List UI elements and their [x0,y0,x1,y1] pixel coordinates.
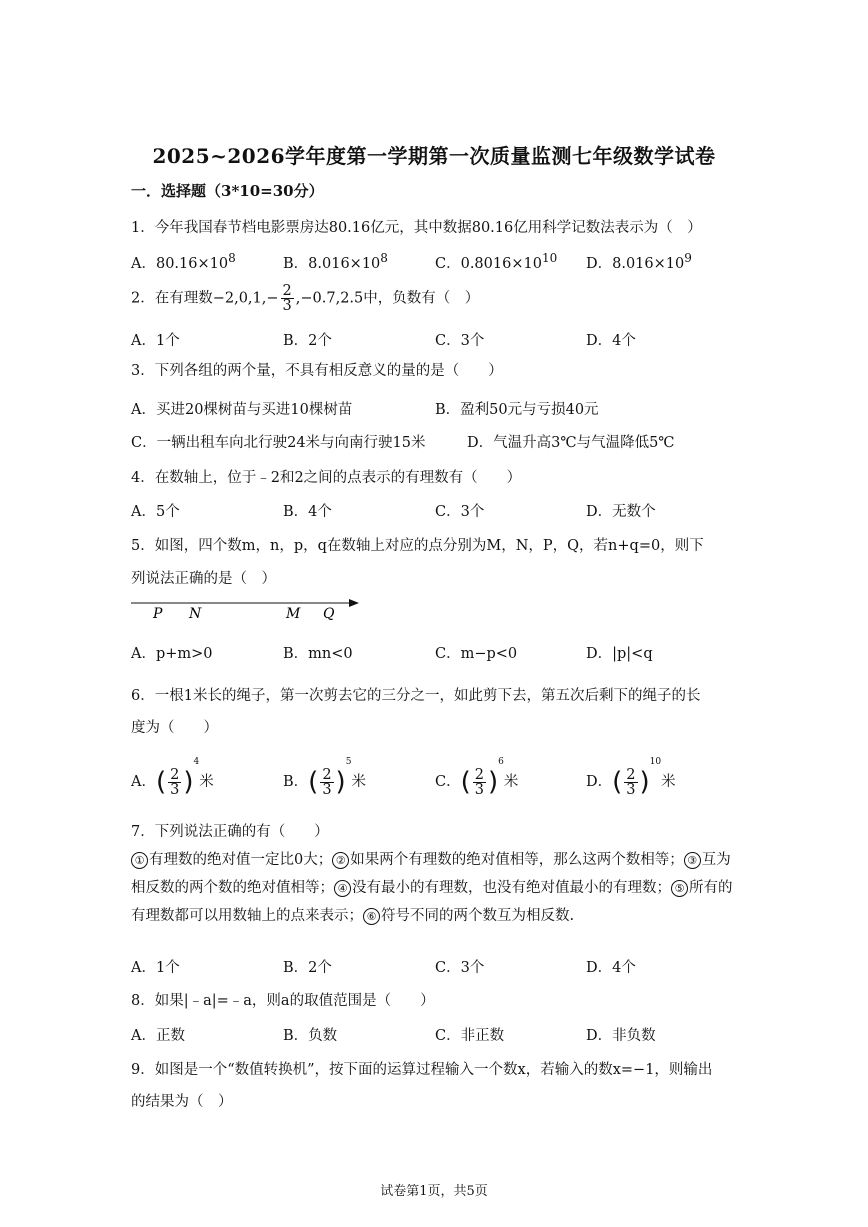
number-line-figure [131,596,371,622]
fraction: $\frac{2}{3}$ [282,283,292,314]
option-d[interactable]: D．( $\frac{2}{3}$ )$^{10}$米 [586,757,676,798]
option-b[interactable]: B．盈利50元与亏损40元 [435,402,599,418]
question-6-options [131,757,751,797]
page-footer: 试卷第1页，共5页 [380,1184,488,1199]
section-heading: 一．选择题（3*10=30分） [131,182,324,200]
option-b[interactable]: B．负数 [283,1028,338,1044]
question-3-options-row1 [131,398,751,422]
option-a[interactable]: A．5个 [131,504,180,520]
option-a[interactable]: A．正数 [131,1028,185,1044]
option-d[interactable]: D．无数个 [586,504,656,520]
option-a[interactable]: A．( $\frac{2}{3}$ )$^4$米 [131,757,214,798]
option-d[interactable]: D．非负数 [586,1028,656,1044]
question-7-statements: ① 有理数的绝对值一定比0大； ② 如果两个有理数的绝对值相等，那么这两个数相等； ③ 互为相反数的两个数的绝对值相等； ④ 没有最小的有理数，也没有绝对值最小的有理数； ⑤ 所有的有理数都可以用数轴上的点来表示； ⑥ 符号不同的两个数互为相反数. [131,852,733,924]
question-4-options [131,500,751,524]
question-9-stem-line1: 9．如图是一个“数值转换机”，按下面的运算过程输入一个数x，若输入的数x=−1，则输出 [131,1062,713,1078]
question-9-stem-line2: 的结果为（ ） [131,1094,233,1110]
question-1-stem: 1．今年我国春节档电影票房达80.16亿元，其中数据80.16亿用科学记数法表示为（ ） [131,220,702,236]
option-c[interactable]: C．$0.8016\times 10^{10}$ [435,251,558,272]
option-c[interactable]: C．3个 [435,504,485,520]
question-2-options [131,329,751,353]
option-c[interactable]: C．一辆出租车向北行驶24米与向南行驶15米 [131,435,426,451]
option-a[interactable]: A．p+m>0 [131,646,213,662]
option-c[interactable]: C．( $\frac{2}{3}$ )$^6$米 [435,757,519,798]
page-title: 2025~2026学年度第一学期第一次质量监测七年级数学试卷 [152,144,716,168]
option-a[interactable]: A．$80.16\times 10^8$ [131,251,236,272]
option-d[interactable]: D．4个 [586,333,636,349]
question-8-stem: 8．如果|﹣a|=﹣a，则a的取值范围是（ ） [131,993,435,1009]
option-d[interactable]: D．4个 [586,960,636,976]
option-b[interactable]: B．( $\frac{2}{3}$ )$^5$米 [283,757,366,798]
point-m-label: M [286,606,301,622]
option-c[interactable]: C．m−p<0 [435,646,518,662]
option-b[interactable]: B．$8.016\times 10^8$ [283,251,388,272]
question-2-stem: 2．在有理数−2,0,1,− $\frac{2}{3}$ ,−0.7,2.5中，负数有（ ） [131,283,480,314]
option-d[interactable]: D．气温升高3℃与气温降低5℃ [467,435,675,451]
question-5-stem-line2: 列说法正确的是（ ） [131,571,276,587]
point-q-label: Q [323,606,335,622]
option-d[interactable]: D．|p|<q [586,646,653,662]
option-b[interactable]: B．4个 [283,504,332,520]
question-6-stem-line2: 度为（ ） [131,720,218,736]
option-b[interactable]: B．2个 [283,960,332,976]
question-3-stem: 3．下列各组的两个量，不具有相反意义的量的是（ ） [131,363,503,379]
point-p-label: P [153,606,163,622]
option-d[interactable]: D．$8.016\times 10^9$ [586,251,692,272]
question-7-stem: 7．下列说法正确的有（ ） [131,824,329,840]
question-5-stem-line1: 5．如图，四个数m，n，p，q在数轴上对应的点分别为M，N，P，Q，若n+q=0，则下 [131,538,704,554]
option-c[interactable]: C．非正数 [435,1028,505,1044]
question-7-options [131,956,751,980]
option-a[interactable]: A．买进20棵树苗与买进10棵树苗 [131,402,353,418]
question-6-stem-line1: 6．一根1米长的绳子，第一次剪去它的三分之一，如此剪下去，第五次后剩下的绳子的长 [131,688,701,704]
question-1-options [131,251,751,275]
question-4-stem: 4．在数轴上，位于﹣2和2之间的点表示的有理数有（ ） [131,470,522,486]
option-c[interactable]: C．3个 [435,333,485,349]
option-c[interactable]: C．3个 [435,960,485,976]
question-8-options [131,1024,751,1048]
question-3-options-row2 [131,431,751,455]
option-b[interactable]: B．mn<0 [283,646,353,662]
point-n-label: N [189,606,202,622]
question-5-options [131,642,751,666]
option-a[interactable]: A．1个 [131,960,180,976]
number-line-arrow [349,599,359,607]
option-b[interactable]: B．2个 [283,333,332,349]
option-a[interactable]: A．1个 [131,333,180,349]
